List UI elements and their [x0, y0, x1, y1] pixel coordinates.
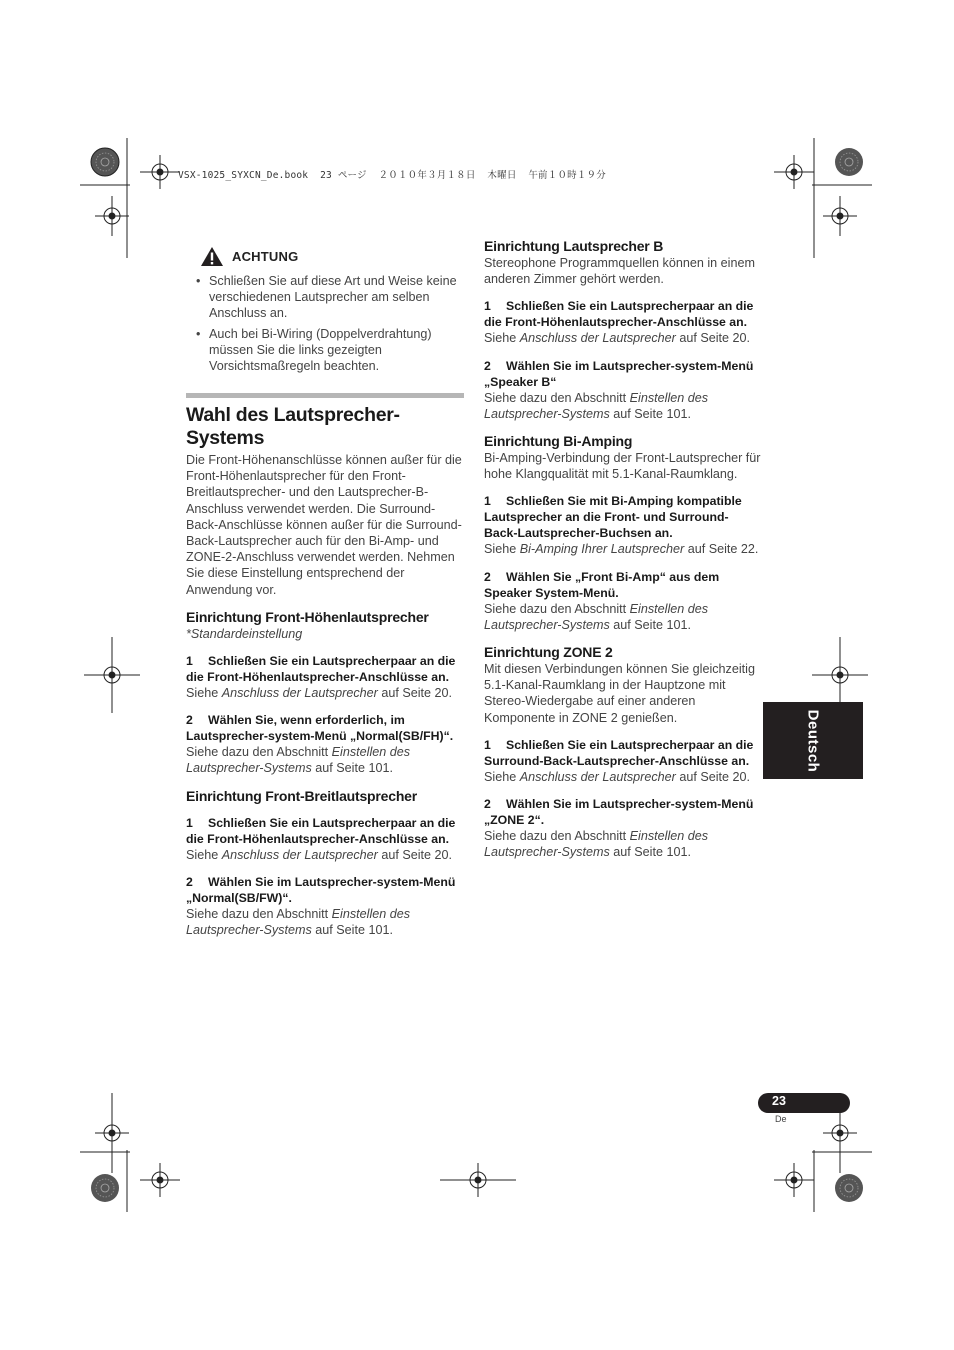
step-number: 1	[484, 737, 491, 752]
step-text: Wählen Sie im Lautsprecher-system-Menü „Normal(SB/FW)“.	[186, 874, 456, 905]
language-tab	[763, 702, 863, 779]
front-height-step-2	[186, 712, 464, 744]
ref-suffix: auf Seite 101.	[311, 923, 393, 938]
cross-reference-link[interactable]: Anschluss der Lautsprecher	[221, 686, 378, 701]
caution-list	[196, 273, 464, 374]
ref-suffix: auf Seite 20.	[675, 331, 751, 346]
bi-amping-step-1	[484, 493, 762, 541]
crop-mark-icon	[812, 1150, 872, 1212]
step-text: Schließen Sie ein Lautsprecherpaar an die die Front-Höhenlautsprecher-Anschlüsse an.	[186, 654, 456, 685]
cross-reference-link[interactable]: Einstellen des Lautsprecher-Systems	[484, 390, 709, 421]
ref-prefix: Siehe	[186, 686, 222, 701]
ref-suffix: auf Seite 20.	[675, 769, 751, 784]
front-wide-heading: Einrichtung Front-Breitlautsprecher	[186, 787, 418, 804]
front-wide-step-2	[186, 874, 464, 906]
list-item: • Schließen Sie auf diese Art und Weise keine verschiedenen Lautsprecher am selben Anschluss an.	[196, 273, 464, 321]
cross-reference-link[interactable]: Anschluss der Lautsprecher	[519, 769, 676, 784]
bi-amping-step-1-ref	[484, 541, 762, 557]
cross-reference-link[interactable]: Anschluss der Lautsprecher	[221, 847, 378, 862]
cross-reference-link[interactable]: Einstellen des Lautsprecher-Systems	[186, 745, 411, 776]
front-height-step-2-ref	[186, 744, 464, 776]
bi-amping-intro: Bi-Amping-Verbindung der Front-Lautsprecher für hohe Klangqualität mit 5.1-Kanal-Raumklang.	[484, 451, 761, 482]
ref-suffix: auf Seite 20.	[377, 847, 453, 862]
bi-amping-heading: Einrichtung Bi-Amping	[484, 433, 633, 450]
step-number: 2	[186, 874, 193, 889]
section-divider	[186, 393, 464, 398]
zone2-step-1	[484, 737, 762, 769]
front-height-step-1	[186, 653, 464, 685]
step-text: Schließen Sie ein Lautsprecherpaar an die die Front-Höhenlautsprecher-Anschlüsse an.	[186, 815, 456, 846]
crosshair-icon	[774, 1163, 814, 1197]
step-number: 2	[186, 713, 193, 728]
ref-prefix: Siehe dazu den Abschnitt	[186, 745, 332, 760]
ref-suffix: auf Seite 101.	[609, 617, 691, 632]
step-number: 1	[186, 815, 193, 830]
cross-reference-link[interactable]: Anschluss der Lautsprecher	[519, 331, 676, 346]
left-column	[186, 246, 464, 938]
step-text: Schließen Sie ein Lautsprecherpaar an die die Front-Höhenlautsprecher-Anschlüsse an.	[484, 299, 754, 330]
crosshair-icon	[774, 155, 814, 189]
crop-mark-icon	[812, 138, 872, 258]
ref-prefix: Siehe	[484, 331, 520, 346]
crosshair-icon	[140, 155, 180, 189]
cross-reference-link[interactable]: Bi-Amping Ihrer Lautsprecher	[519, 542, 685, 557]
ref-prefix: Siehe	[484, 769, 520, 784]
caution-header	[200, 246, 464, 267]
zone2-step-2-ref	[484, 828, 762, 860]
front-height-heading: Einrichtung Front-Höhenlautsprecher	[186, 608, 429, 625]
cross-reference-link[interactable]: Einstellen des Lautsprecher-Systems	[186, 906, 411, 938]
print-header: VSX-1025_SYXCN_De.book 23 ページ ２０１０年３月１８日 木曜日 午前１０時１９分	[178, 170, 606, 181]
speaker-b-step-2	[484, 358, 762, 390]
front-wide-step-1	[186, 815, 464, 847]
ref-prefix: Siehe	[186, 847, 222, 862]
step-number: 1	[484, 299, 491, 314]
caution-title: ACHTUNG	[232, 249, 299, 264]
ref-prefix: Siehe	[484, 542, 520, 557]
zone2-heading: Einrichtung ZONE 2	[484, 644, 613, 661]
zone2-intro: Mit diesen Verbindungen können Sie gleichzeitig 5.1-Kanal-Raumklang in der Hauptzone mit Stereo-Wiedergabe auf einer anderen Komponente in ZONE 2 genießen.	[484, 662, 755, 725]
step-number: 1	[186, 654, 193, 669]
front-wide-step-2-ref	[186, 906, 464, 938]
speaker-b-step-1	[484, 298, 762, 330]
list-item: • Auch bei Bi-Wiring (Doppelverdrahtung) müssen Sie die links gezeigten Vorsichtsmaßregeln beachten.	[196, 326, 464, 374]
crosshair-icon	[440, 1163, 516, 1197]
ref-suffix: auf Seite 22.	[684, 542, 759, 557]
right-column	[484, 238, 762, 860]
front-wide-step-1-ref	[186, 847, 464, 863]
speaker-b-step-2-ref	[484, 390, 762, 422]
step-number: 2	[484, 569, 491, 584]
ref-suffix: auf Seite 101.	[609, 406, 691, 421]
cross-reference-link[interactable]: Einstellen des Lautsprecher-Systems	[484, 829, 709, 860]
step-number: 2	[484, 797, 491, 812]
section-intro: Die Front-Höhenanschlüsse können außer für die Front-Höhenlautsprecher für den Front-Breitlautsprecher- und den Lautsprecher-B-Anschluss verwendet werden. Die Surround-Back-Anschlüsse können außer für die Surround-Back-Lautsprecher auch für den Bi-Amp- und ZONE-2-Anschluss verwendet werden. Nehmen Sie diese Einstellung entsprechend der Anwendung vor.	[186, 453, 462, 597]
step-number: 2	[484, 358, 491, 373]
crop-mark-icon	[80, 138, 130, 258]
ref-suffix: auf Seite 20.	[377, 686, 453, 701]
ref-prefix: Siehe dazu den Abschnitt	[186, 906, 332, 921]
bi-amping-step-2	[484, 569, 762, 601]
zone2-step-1-ref	[484, 769, 762, 785]
ref-prefix: Siehe dazu den Abschnitt	[484, 601, 630, 616]
zone2-step-2	[484, 796, 762, 828]
bi-amping-step-2-ref	[484, 601, 762, 633]
ref-prefix: Siehe dazu den Abschnitt	[484, 829, 630, 844]
speaker-b-intro: Stereophone Programmquellen können in einem anderen Zimmer gehört werden.	[484, 256, 755, 287]
step-text: Wählen Sie, wenn erforderlich, im Lautsprecher-system-Menü „Normal(SB/FH)“.	[186, 713, 454, 744]
crop-mark-icon	[80, 1150, 130, 1212]
section-title: Wahl des Lautsprecher-Systems	[186, 404, 400, 449]
ref-prefix: Siehe dazu den Abschnitt	[484, 390, 630, 405]
cross-reference-link[interactable]: Einstellen des Lautsprecher-Systems	[484, 601, 709, 632]
default-setting-note: *Standardeinstellung	[186, 626, 303, 641]
step-text: Schließen Sie mit Bi-Amping kompatible Lautsprecher an die Front- und Surround-Back-Lautsprecher-Buchsen an.	[484, 494, 742, 541]
crosshair-icon	[84, 637, 140, 713]
step-text: Wählen Sie „Front Bi-Amp“ aus dem Speaker System-Menü.	[484, 569, 720, 600]
step-text: Wählen Sie im Lautsprecher-system-Menü „ZONE 2“.	[484, 797, 754, 828]
step-text: Wählen Sie im Lautsprecher-system-Menü „Speaker B“	[484, 358, 754, 389]
crosshair-icon	[140, 1163, 180, 1197]
speaker-b-step-1-ref	[484, 330, 762, 346]
ref-suffix: auf Seite 101.	[609, 845, 691, 860]
front-height-step-1-ref	[186, 685, 464, 701]
page-language-code: De	[775, 1114, 787, 1124]
language-tab-label: Deutsch	[804, 709, 822, 772]
page-number: 23	[772, 1094, 786, 1108]
warning-icon	[200, 246, 224, 267]
step-text: Schließen Sie ein Lautsprecherpaar an die Surround-Back-Lautsprecher-Anschlüsse an.	[484, 737, 754, 768]
speaker-b-heading: Einrichtung Lautsprecher B	[484, 238, 664, 254]
ref-suffix: auf Seite 101.	[311, 761, 393, 776]
step-number: 1	[484, 494, 491, 509]
